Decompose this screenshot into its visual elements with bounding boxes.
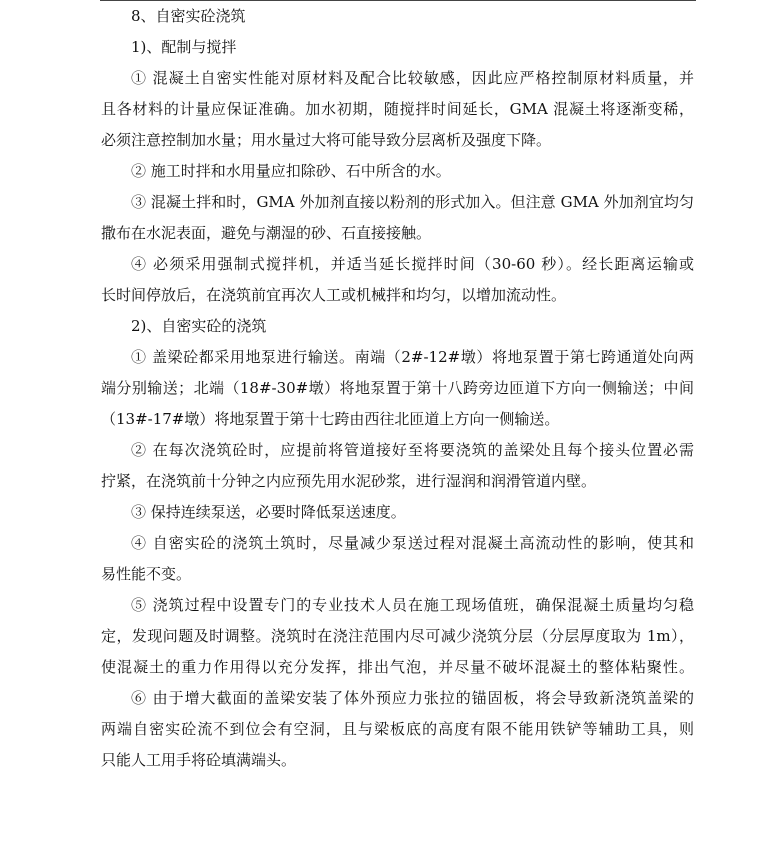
text-line: ③ 混凝土拌和时，GMA 外加剂直接以粉剂的形式加入。但注意 GMA 外加剂宜均匀: [131, 193, 694, 211]
text-line: ② 施工时拌和水用量应扣除砂、石中所含的水。: [131, 162, 451, 180]
text-line: 撒布在水泥表面，避免与潮湿的砂、石直接接触。: [101, 224, 432, 242]
text-line: 定，发现问题及时调整。浇筑时在浇注范围内尽可减少浇筑分层（分层厚度取为 1m），: [101, 627, 694, 645]
document-body: [101, 1, 694, 776]
text-line: ① 盖梁砼都采用地泵进行输送。南端（2#-12#墩）将地泵置于第七跨通道处向两: [131, 348, 694, 366]
text-line: ⑤ 浇筑过程中设置专门的专业技术人员在施工现场值班，确保混凝土质量均匀稳: [131, 596, 694, 614]
text-line: 长时间停放后，在浇筑前宜再次人工或机械拌和均匀，以增加流动性。: [101, 286, 567, 304]
text-line: 端分别输送；北端（18#-30#墩）将地泵置于第十八跨旁边匝道下方向一侧输送；中间: [101, 379, 694, 397]
text-line: （13#-17#墩）将地泵置于第十七跨由西往北匝道上方向一侧输送。: [101, 410, 560, 428]
text-line: 使混凝土的重力作用得以充分发挥，排出气泡，并尽量不破坏混凝土的整体粘聚性。: [101, 658, 694, 676]
text-line: 易性能不变。: [101, 565, 192, 583]
text-line: 两端自密实砼流不到位会有空洞，且与梁板底的高度有限不能用铁铲等辅助工具，则: [101, 720, 694, 738]
text-line: 且各材料的计量应保证准确。加水初期，随搅拌时间延长，GMA 混凝土将逐渐变稀，: [101, 100, 694, 118]
text-line: ① 混凝土自密实性能对原材料及配合比较敏感，因此应严格控制原材料质量，并: [131, 69, 694, 87]
text-line: 8、自密实砼浇筑: [131, 7, 246, 25]
text-line: 2)、自密实砼的浇筑: [131, 317, 267, 335]
text-line: 只能人工用手将砼填满端头。: [101, 751, 297, 769]
text-line: 必须注意控制加水量；用水量过大将可能导致分层离析及强度下降。: [101, 131, 552, 149]
text-line: ④ 必须采用强制式搅拌机，并适当延长搅拌时间（30-60 秒）。经长距离运输或: [131, 255, 694, 273]
text-line: ④ 自密实砼的浇筑土筑时，尽量减少泵送过程对混凝土高流动性的影响，使其和: [131, 534, 694, 552]
text-line: 1)、配制与搅拌: [131, 38, 237, 56]
text-line: ② 在每次浇筑砼时，应提前将管道接好至将要浇筑的盖梁处且每个接头位置必需: [131, 441, 694, 459]
text-line: 拧紧，在浇筑前十分钟之内应预先用水泥砂浆，进行湿润和润滑管道内壁。: [101, 472, 597, 490]
text-line: ③ 保持连续泵送，必要时降低泵送速度。: [131, 503, 406, 521]
text-line: ⑥ 由于增大截面的盖梁安装了体外预应力张拉的锚固板，将会导致新浇筑盖梁的: [131, 689, 694, 707]
